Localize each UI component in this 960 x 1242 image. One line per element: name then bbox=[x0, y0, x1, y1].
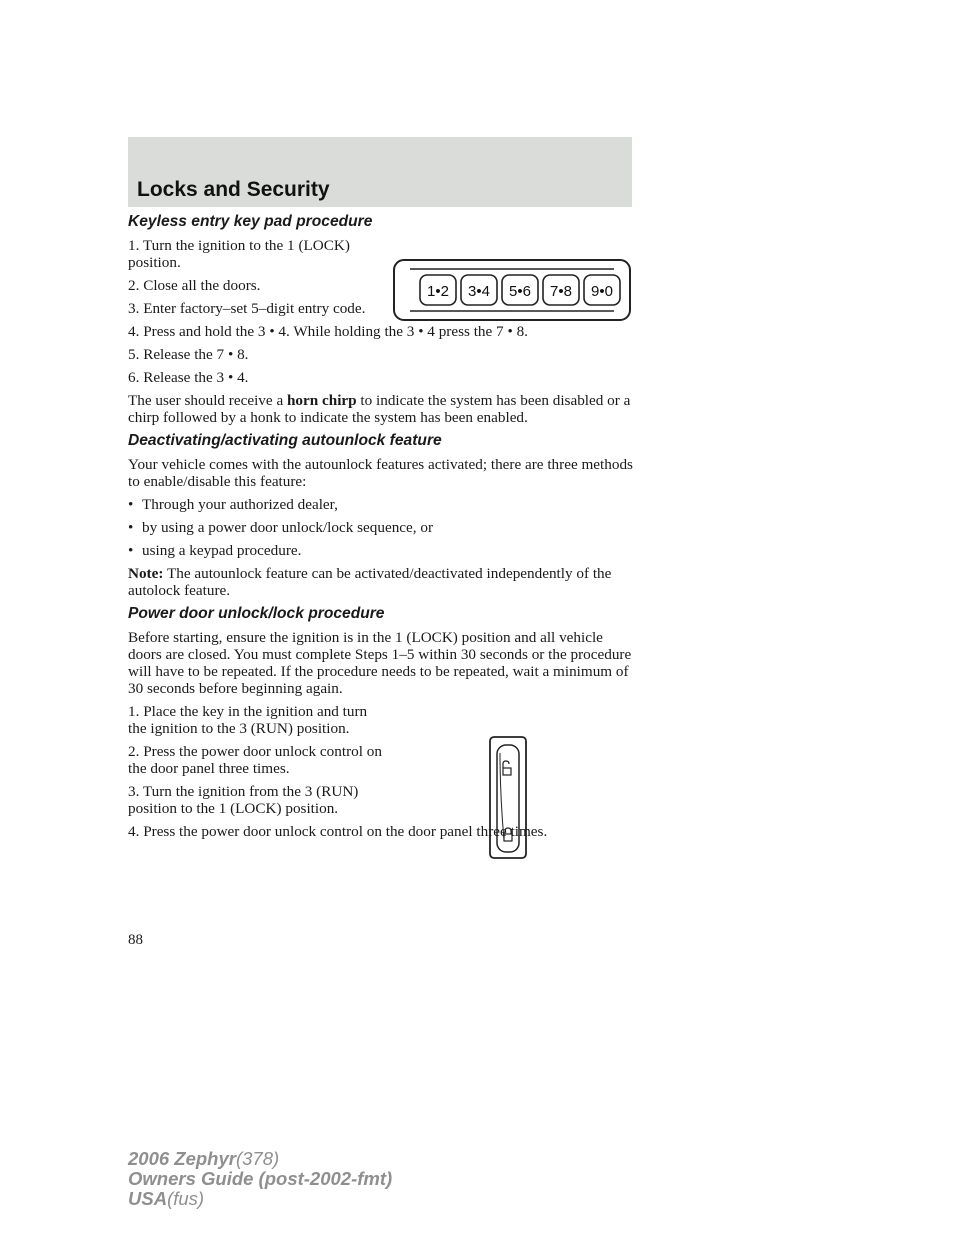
section-header-band bbox=[128, 137, 632, 207]
power-door-intro: Before starting, ensure the ignition is in the 1 (LOCK) position and all vehicle doors are closed. You must complete Steps 1–5 within 30 seconds or the procedure will have to be repeated. If the procedure needs to be repeated, wait a minimum of 30 seconds before beginning again. bbox=[128, 629, 632, 697]
keyless-step-3: 3. Enter factory–set 5–digit entry code. bbox=[128, 300, 366, 317]
method-item bbox=[128, 496, 633, 513]
keyless-step-5: 5. Release the 7 • 8. bbox=[128, 346, 249, 363]
keypad-key-label: 5•6 bbox=[509, 283, 531, 300]
bullet-glyph: • bbox=[128, 542, 134, 559]
method-item bbox=[128, 519, 633, 536]
footer-model: 2006 Zephyr bbox=[128, 1148, 236, 1169]
footer-code: (378) bbox=[235, 1148, 280, 1169]
footer-guide: Owners Guide (post-2002-fmt) bbox=[128, 1168, 393, 1189]
keyless-step-2: 2. Close all the doors. bbox=[128, 277, 261, 294]
section-title: Locks and Security bbox=[137, 178, 330, 201]
power-door-step-4: 4. Press the power door unlock control on the door panel three times. bbox=[128, 823, 548, 840]
keypad-key-label: 9•0 bbox=[591, 283, 613, 300]
note-text: The autounlock feature can be activated/deactivated independently of the autolock feature. bbox=[128, 565, 612, 599]
keyless-result bbox=[128, 392, 633, 426]
method-text: by using a power door unlock/lock sequence, or bbox=[142, 519, 434, 536]
keypad-key-label: 1•2 bbox=[427, 283, 449, 300]
bullet-glyph: • bbox=[128, 496, 134, 513]
bullet-glyph: • bbox=[128, 519, 134, 536]
autounlock-intro: Your vehicle comes with the autounlock features activated; there are three methods to enable/disable this feature: bbox=[128, 456, 633, 490]
document-footer bbox=[128, 1149, 392, 1209]
keyless-step-6: 6. Release the 3 • 4. bbox=[128, 369, 249, 386]
keypad-key-label: 7•8 bbox=[550, 283, 572, 300]
autounlock-note bbox=[128, 565, 633, 599]
autounlock-heading: Deactivating/activating autounlock feature bbox=[128, 432, 442, 449]
footer-line-2 bbox=[128, 1169, 392, 1189]
footer-line-1 bbox=[128, 1149, 392, 1169]
footer-line-3 bbox=[128, 1189, 392, 1209]
method-text: Through your authorized dealer, bbox=[142, 496, 338, 513]
keyless-result-end: to indicate the system has been disabled or a chirp followed by a honk to indicate the system has been enabled. bbox=[128, 392, 631, 426]
power-door-step-3: 3. Turn the ignition from the 3 (RUN) position to the 1 (LOCK) position. bbox=[128, 783, 359, 817]
power-door-heading: Power door unlock/lock procedure bbox=[128, 605, 385, 622]
keyless-result-start: The user should receive a bbox=[128, 392, 287, 409]
power-door-step-2: 2. Press the power door unlock control on the door panel three times. bbox=[128, 743, 382, 777]
note-label: Note: bbox=[128, 565, 164, 582]
power-door-step-1: 1. Place the key in the ignition and turn the ignition to the 3 (RUN) position. bbox=[128, 703, 368, 737]
keyless-step-4: 4. Press and hold the 3 • 4. While holding the 3 • 4 press the 7 • 8. bbox=[128, 323, 528, 340]
keypad-key-label: 3•4 bbox=[468, 283, 490, 300]
page-number: 88 bbox=[128, 932, 143, 948]
keyless-heading: Keyless entry key pad procedure bbox=[128, 213, 373, 230]
keyless-step-1: 1. Turn the ignition to the 1 (LOCK) position. bbox=[128, 237, 350, 271]
method-text: using a keypad procedure. bbox=[142, 542, 302, 559]
page-content bbox=[128, 213, 633, 846]
footer-market-code: (fus) bbox=[167, 1188, 205, 1209]
horn-chirp-term: horn chirp bbox=[286, 392, 357, 409]
method-item bbox=[128, 542, 633, 559]
footer-market: USA bbox=[128, 1188, 168, 1209]
